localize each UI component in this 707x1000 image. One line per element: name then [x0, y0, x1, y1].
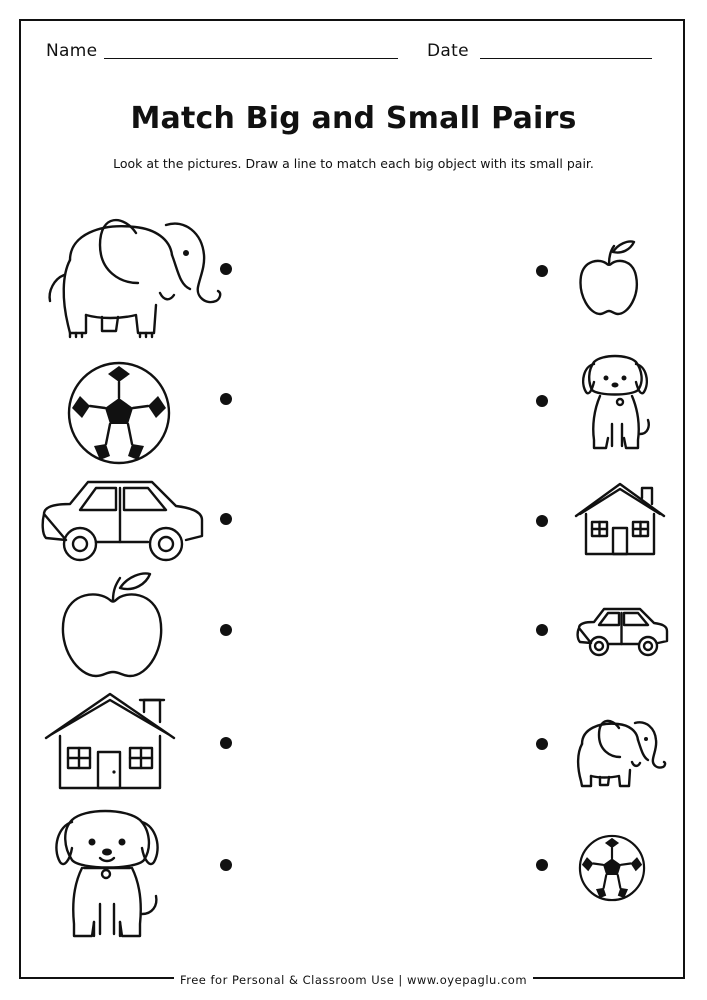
car-icon [574, 604, 670, 660]
left-dot-elephant[interactable] [220, 263, 232, 275]
date-label: Date [427, 41, 469, 61]
instructions: Look at the pictures. Draw a line to match each big object with its small pair. [113, 156, 594, 171]
right-dot-apple[interactable] [536, 265, 548, 277]
house-icon [42, 690, 178, 792]
elephant-drawing [50, 220, 221, 337]
left-dot-ball[interactable] [220, 393, 232, 405]
name-label: Name [46, 41, 98, 61]
car-icon [36, 474, 208, 566]
left-dot-apple[interactable] [220, 624, 232, 636]
date-line[interactable] [480, 58, 652, 59]
right-dot-puppy[interactable] [536, 395, 548, 407]
name-line[interactable] [104, 58, 398, 59]
apple-icon [58, 570, 168, 682]
page-title: Match Big and Small Pairs [130, 101, 577, 136]
elephant-icon [566, 712, 670, 792]
apple-icon [578, 238, 640, 320]
right-dot-elephant[interactable] [536, 738, 548, 750]
right-dot-car[interactable] [536, 624, 548, 636]
left-dot-puppy[interactable] [220, 859, 232, 871]
left-dot-house[interactable] [220, 737, 232, 749]
footer-text: Free for Personal & Classroom Use | www.oyepaglu.com [174, 973, 533, 987]
footer-container [0, 969, 707, 988]
soccer-ball-icon [578, 834, 646, 902]
left-dot-car[interactable] [220, 513, 232, 525]
elephant-icon [40, 205, 230, 343]
house-icon [574, 482, 666, 556]
right-dot-ball[interactable] [536, 859, 548, 871]
soccer-ball-icon [66, 360, 172, 466]
puppy-icon [50, 804, 166, 944]
puppy-icon [580, 352, 652, 456]
right-dot-house[interactable] [536, 515, 548, 527]
